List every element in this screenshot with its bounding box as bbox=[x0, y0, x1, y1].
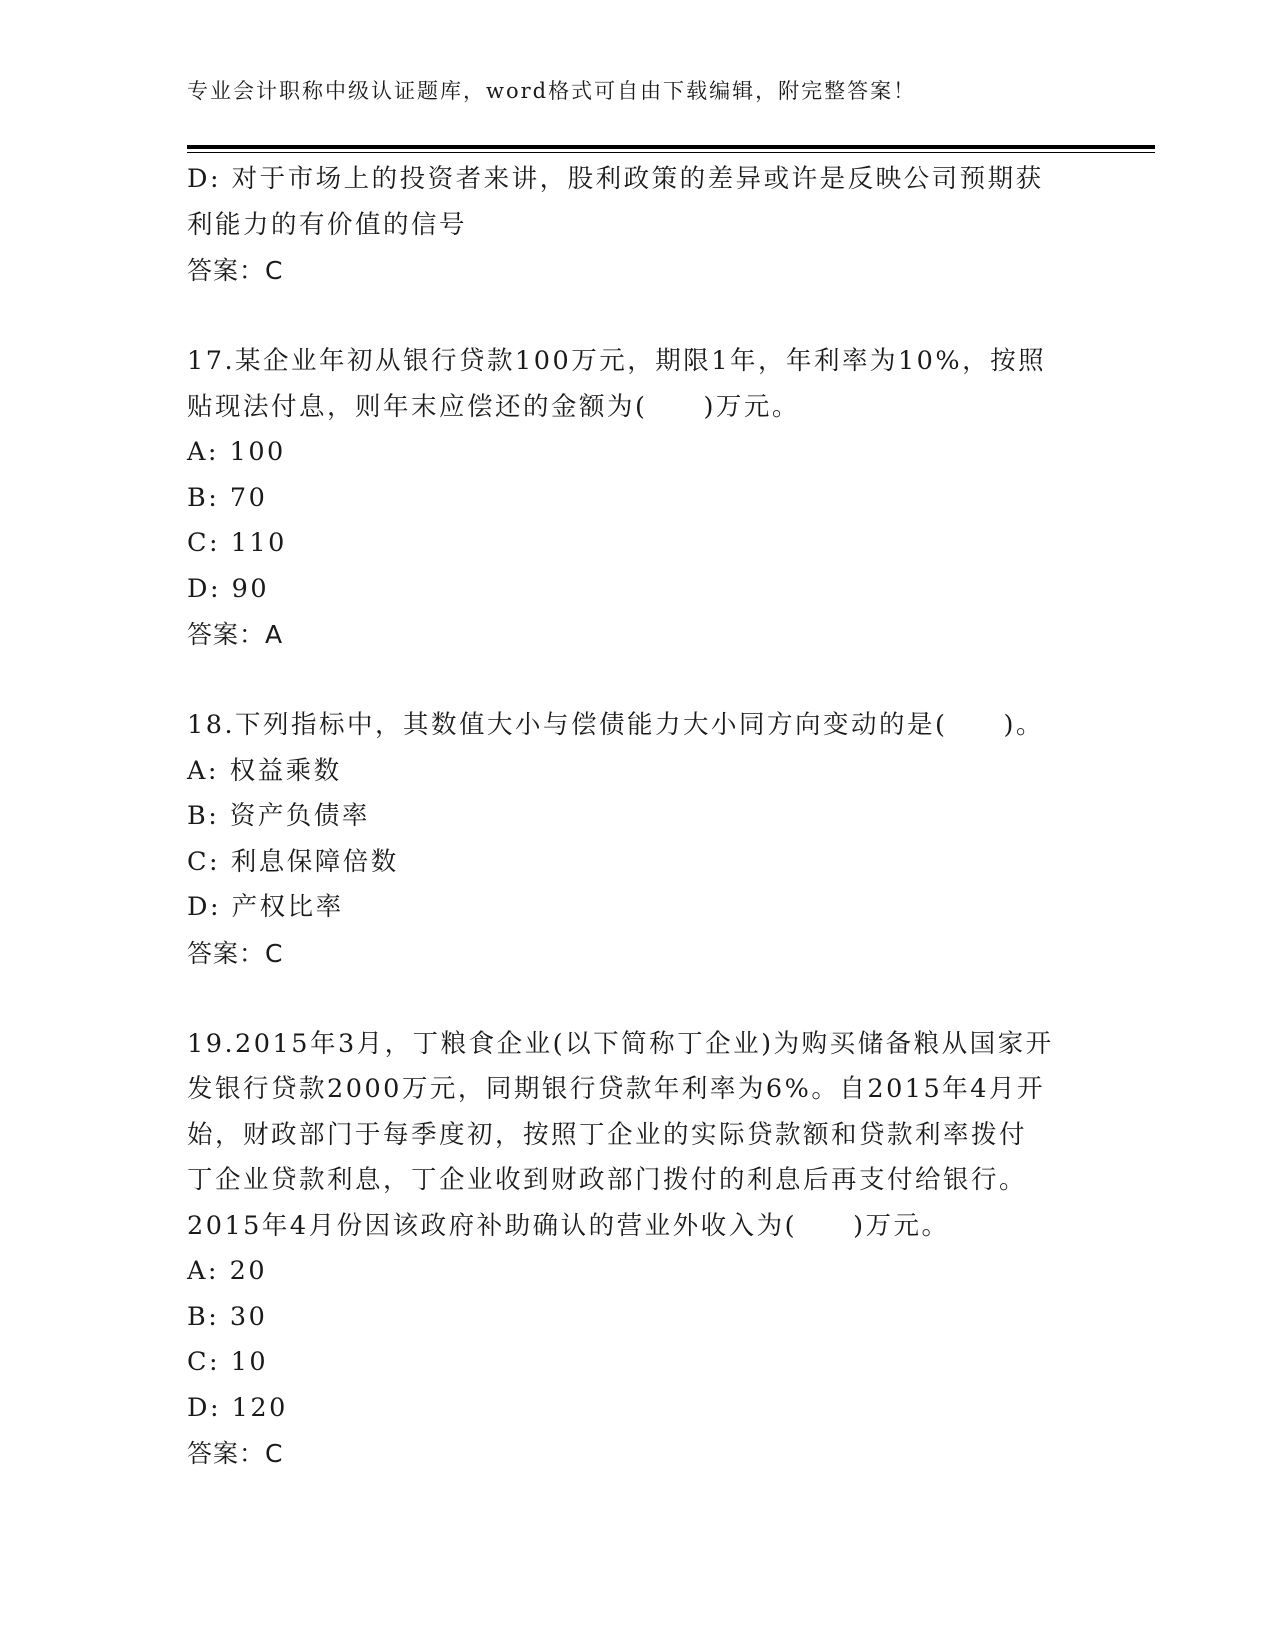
question-stem-line: 始，财政部门于每季度初，按照丁企业的实际贷款额和贷款利率拨付 bbox=[187, 1119, 1028, 1150]
question-stem-line: 贴现法付息，则年末应偿还的金额为( )万元。 bbox=[187, 391, 800, 422]
question-stem-line: 18.下列指标中，其数值大小与偿债能力大小同方向变动的是( )。 bbox=[187, 710, 1044, 740]
option-c: C: 利息保障倍数 bbox=[187, 846, 399, 877]
answer-label: 答案：C bbox=[187, 256, 284, 285]
question-spacer bbox=[187, 294, 1087, 340]
answer-label: 答案：A bbox=[187, 620, 284, 649]
question-stem-line: 17.某企业年初从银行贷款100万元，期限1年，年利率为10%，按照 bbox=[187, 346, 1047, 376]
answer-label: 答案：C bbox=[187, 938, 284, 968]
question-block-18 bbox=[187, 703, 1087, 976]
option-b: B: 资产负债率 bbox=[187, 801, 370, 831]
option-a: A: 权益乘数 bbox=[187, 755, 342, 786]
question-block-17 bbox=[187, 339, 1087, 658]
question-stem-line: 丁企业贷款利息，丁企业收到财政部门拨付的利息后再支付给银行。 bbox=[187, 1165, 1028, 1195]
option-c: C: 110 bbox=[187, 528, 287, 558]
option-d: D: 产权比率 bbox=[187, 892, 344, 922]
option-b: B: 30 bbox=[187, 1301, 268, 1332]
option-a: A: 100 bbox=[187, 437, 286, 467]
option-d-line: 利能力的有价值的信号 bbox=[187, 209, 468, 240]
option-d: D: 120 bbox=[187, 1392, 288, 1423]
header-rule-thick bbox=[187, 145, 1155, 149]
option-d: D: 90 bbox=[187, 573, 270, 604]
header-rule-thin bbox=[187, 152, 1155, 153]
document-body bbox=[187, 157, 1087, 1477]
question-block-16-tail bbox=[187, 157, 1087, 294]
option-b: B: 70 bbox=[187, 482, 268, 513]
question-block-19 bbox=[187, 1022, 1087, 1477]
question-spacer bbox=[187, 658, 1087, 704]
question-stem-line: 发银行贷款2000万元，同期银行贷款年利率为6%。自2015年4月开 bbox=[187, 1074, 1045, 1104]
option-a: A: 20 bbox=[187, 1256, 268, 1286]
option-d-line: D: 对于市场上的投资者来讲，股利政策的差异或许是反映公司预期获 bbox=[187, 164, 1044, 194]
option-c: C: 10 bbox=[187, 1347, 269, 1377]
question-spacer bbox=[187, 976, 1087, 1022]
question-stem-line: 2015年4月份因该政府补助确认的营业外收入为( )万元。 bbox=[187, 1210, 950, 1241]
page-header: 专业会计职称中级认证题库，word格式可自由下载编辑，附完整答案！ bbox=[187, 79, 917, 103]
answer-label: 答案：C bbox=[187, 1439, 284, 1468]
question-stem-line: 19.2015年3月，丁粮食企业(以下简称丁企业)为购买储备粮从国家开 bbox=[187, 1028, 1054, 1059]
